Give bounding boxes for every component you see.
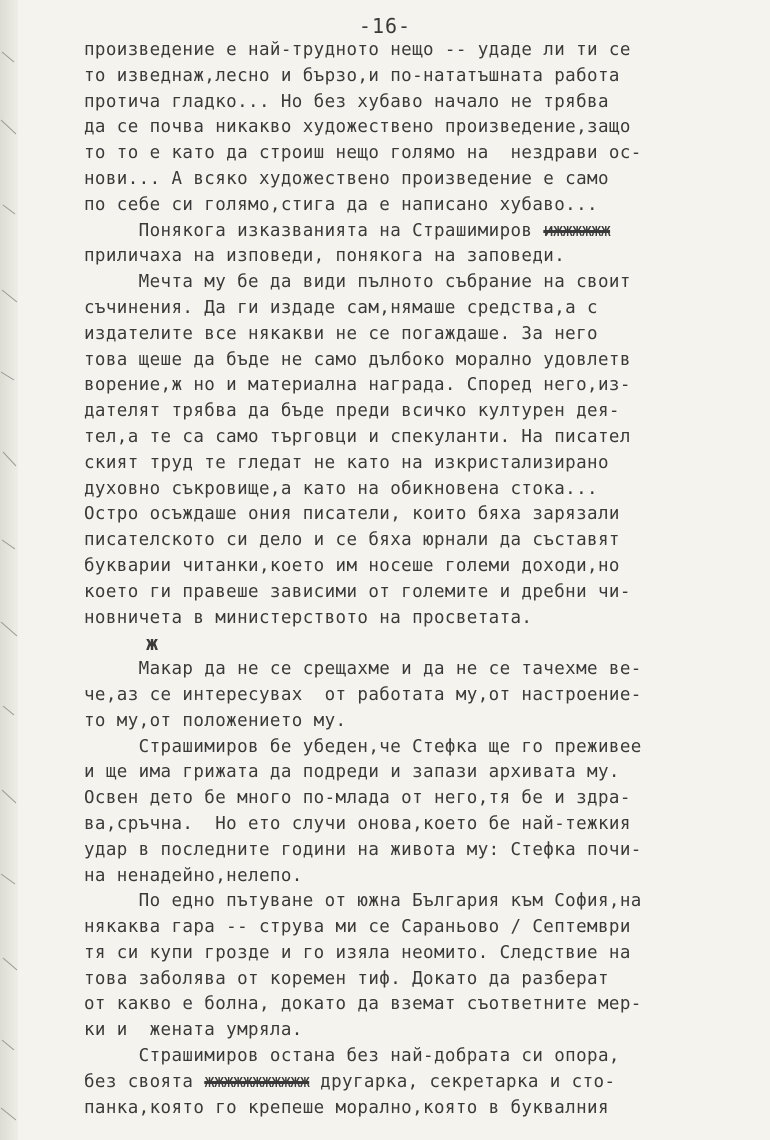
text-line-content: издателите все някакви не се погаждаше. За него — [84, 323, 598, 344]
text-line-content: писателското си дело и се бяха юрнали да съставят — [84, 530, 620, 551]
text-line — [84, 838, 764, 864]
text-line-content: Страшимиров остана без най-добрата си опора, — [84, 1046, 620, 1067]
text-line-content: духовно съкровище,а като на обикновена стока... — [84, 478, 598, 499]
text-line — [84, 915, 764, 941]
text-line-content: то изведнаж,лесно и бързо,и по-нататъшната работа — [84, 65, 620, 86]
text-line — [84, 141, 764, 167]
text-line-content: приличаха на изповеди, понякога на заповеди. — [84, 246, 566, 267]
text-line-content: По едно пътуване от южна България към София,на — [84, 891, 642, 912]
text-line-content: ският труд те гледат не като на изкристализирано — [84, 452, 609, 473]
text-line — [84, 270, 764, 296]
text-line-content: панка,която го крепеше морално,която в буквалния — [84, 1097, 609, 1118]
text-line — [84, 244, 764, 270]
text-line-content: тел,а те са само търговци и спекуланти. На писател — [84, 426, 631, 447]
text-line-content: нови... А всяко художествено произведение е само — [84, 168, 609, 189]
text-line — [84, 683, 764, 709]
page-number: -16- — [358, 14, 412, 38]
text-line — [84, 606, 764, 632]
text-line-content: ки и жената умряла. — [84, 1020, 303, 1041]
text-line-content: то му,от положението му. — [84, 710, 347, 731]
text-line-content: Мечта му бе да види пълното събрание на своит — [84, 272, 631, 293]
text-line — [84, 657, 764, 683]
text-line — [84, 90, 764, 116]
text-line-content: то то е като да строиш нещо голямо на нездрави ос- — [84, 143, 642, 164]
struck-out-text: ижжжжжж — [543, 220, 611, 241]
text-line — [84, 709, 764, 735]
text-line-content: протича гладко... Но без хубаво начало не трябва — [84, 91, 609, 112]
text-line-content: и ще има грижата да подреди и запази архивата му. — [84, 762, 620, 783]
text-line-content: да се почва никакво художествено произведение,защо — [84, 117, 631, 138]
text-line — [84, 502, 764, 528]
text-line-content: на ненадейно,нелепо. — [84, 865, 303, 886]
text-line — [84, 1096, 764, 1122]
text-line-content: Страшимиров бе убеден,че Стефка ще го преживее — [84, 736, 642, 757]
text-line — [84, 219, 764, 245]
text-line — [84, 115, 764, 141]
text-line — [84, 451, 764, 477]
section-star-marker — [84, 631, 764, 657]
text-line-content: ворение,ж но и материална награда. Според него,из- — [84, 375, 631, 396]
text-line — [84, 1044, 764, 1070]
text-line-content: тя си купи грозде и го изяла неомито. Следствие на — [84, 942, 631, 963]
text-line — [84, 554, 764, 580]
text-line — [84, 64, 764, 90]
text-line-content: Понякога изказванията на Страшимиров — [84, 220, 544, 241]
text-line — [84, 786, 764, 812]
text-line-content: съчинения. Да ги издаде сам,нямаше средства,а с — [84, 297, 598, 318]
text-line — [84, 477, 764, 503]
text-line-content: по себе си голямо,стига да е написано хубаво... — [84, 194, 598, 215]
text-line-content: Остро осъждаше ония писатели, които бяха зарязали — [84, 504, 620, 525]
text-line-content: че,аз се интересувах от работата му,от настроение- — [84, 684, 642, 705]
typed-body-text — [84, 38, 764, 1121]
text-line-content: което ги правеше зависими от големите и дребни чи- — [84, 581, 631, 602]
text-line — [84, 760, 764, 786]
text-line-content: Освен дето бе много по-млада от него,тя бе и здра- — [84, 788, 631, 809]
text-line — [84, 1018, 764, 1044]
text-line — [84, 580, 764, 606]
text-line — [84, 889, 764, 915]
text-line — [84, 296, 764, 322]
text-line-content: Макар да не се срещахме и да не се тачехме ве- — [84, 659, 642, 680]
text-line — [84, 967, 764, 993]
text-line-content: произведение е най-трудното нещо -- удаде ли ти се — [84, 40, 631, 60]
text-line-content: удар в последните години на живота му: Стефка почи- — [84, 839, 642, 860]
text-line-content: от какво е болна, докато да вземат съответните мер- — [84, 994, 642, 1015]
text-line-content: някаква гара -- струва ми се Сараньово / Септември — [84, 917, 631, 938]
text-line-content: това заболява от коремен тиф. Докато да разберат — [84, 968, 609, 989]
text-line-content: ва,сръчна. Но ето случи онова,което бе най-тежкия — [84, 813, 631, 834]
text-line — [84, 193, 764, 219]
text-line — [84, 38, 764, 64]
text-line — [84, 1070, 764, 1096]
text-line-continuation: другарка, секретарка и сто- — [309, 1071, 616, 1092]
text-line — [84, 322, 764, 348]
text-line — [84, 735, 764, 761]
text-line — [84, 992, 764, 1018]
text-line — [84, 373, 764, 399]
text-line — [84, 425, 764, 451]
text-line-content: букварии читанки,което им носеше големи доходи,но — [84, 555, 620, 576]
text-line — [84, 528, 764, 554]
text-line — [84, 399, 764, 425]
text-line — [84, 812, 764, 838]
page-edge-marks — [0, 0, 24, 1140]
text-line — [84, 167, 764, 193]
text-line-content: новничета в министерството на просветата. — [84, 607, 533, 628]
text-line-content: без своята — [84, 1071, 205, 1092]
text-line-content: дателят трябва да бъде преди всичко културен дея- — [84, 401, 620, 422]
text-line-content: ж — [146, 631, 159, 656]
text-line-content: това щеше да бъде не само дълбоко морално удовлетв — [84, 349, 631, 370]
struck-out-text: жжжжжжжжжжж — [204, 1071, 310, 1092]
text-line — [84, 941, 764, 967]
text-line — [84, 348, 764, 374]
text-line — [84, 864, 764, 890]
